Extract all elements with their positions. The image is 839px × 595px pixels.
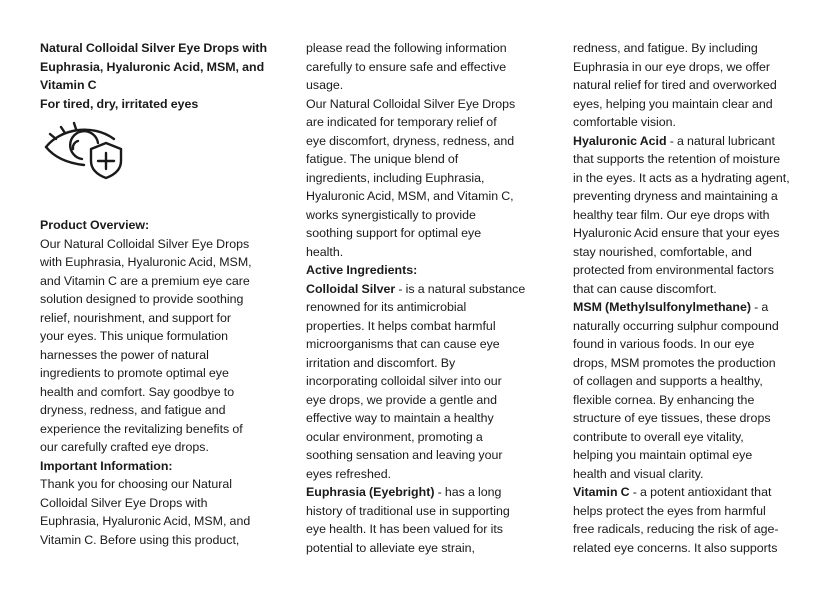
text-line: experience the revitalizing benefits of: [40, 421, 243, 436]
euphrasia-continued-paragraph: [573, 39, 805, 132]
text-line: Vitamin C. Before using this product,: [40, 532, 240, 547]
text-line: Hyaluronic Acid ensure that your eyes: [573, 226, 780, 240]
text-line: flexible cornea. By enhancing the: [573, 392, 755, 407]
section-title-overview: Product Overview:: [40, 218, 150, 232]
text-line: related eye concerns. It also supports: [573, 540, 778, 555]
column-2: [306, 39, 538, 557]
text-line: effective way to maintain a healthy: [306, 411, 494, 425]
text-line: eyes refreshed.: [306, 466, 392, 481]
product-heading: [40, 39, 272, 113]
text-line: structure of eye tissues, these drops: [573, 411, 771, 425]
text-line: that supports the retention of moisture: [573, 152, 781, 166]
text-line: eye health. It has been valued for its: [306, 522, 503, 536]
text-line: ingredients to promote optimal eye: [40, 366, 229, 380]
text-line: Colloidal Silver Eye Drops with: [40, 495, 208, 510]
eye-with-shield-plus-icon: [40, 121, 130, 181]
section-title-active-ingredients: Active Ingredients:: [306, 263, 418, 277]
text-run: - has a long: [434, 485, 502, 499]
text-line: health and visual clarity.: [573, 466, 704, 481]
ingredient-name: Vitamin C: [573, 485, 630, 499]
text-line: ingredients, including Euphrasia,: [306, 170, 485, 185]
heading-line: Natural Colloidal Silver Eye Drops with: [40, 41, 268, 55]
vitamin-c-paragraph: [573, 483, 805, 557]
text-line: contribute to overall eye vitality,: [573, 429, 744, 444]
text-line: Thank you for choosing our Natural: [40, 477, 233, 491]
text-line: free radicals, reducing the risk of age-: [573, 522, 779, 536]
text-run: - a natural lubricant: [666, 133, 775, 148]
text-line: eye discomfort, dryness, redness, and: [306, 133, 515, 148]
text-line: helping you maintain optimal eye: [573, 448, 753, 462]
text-line: natural relief for tired and overworked: [573, 78, 777, 92]
overview-paragraph: [40, 235, 272, 457]
text-line: and Vitamin C are a premium eye care: [40, 273, 250, 288]
text-line: [573, 483, 805, 502]
text-line: our carefully crafted eye drops.: [40, 440, 209, 454]
text-line: Our Natural Colloidal Silver Eye Drops: [40, 236, 250, 251]
text-line: health.: [306, 244, 344, 259]
text-line: dryness, redness, and fatigue and: [40, 403, 226, 417]
text-run: - is a natural substance: [395, 281, 526, 296]
text-line: carefully to ensure safe and effective: [306, 59, 507, 74]
intro-paragraph: [306, 39, 538, 261]
text-line: [573, 298, 805, 317]
text-line: renowned for its antimicrobial: [306, 300, 467, 314]
text-line: [306, 280, 538, 299]
text-line: solution designed to provide soothing: [40, 292, 244, 306]
text-line: redness, and fatigue. By including: [573, 41, 758, 55]
text-run: - a potent antioxidant that: [629, 485, 772, 499]
text-line: history of traditional use in supporting: [306, 503, 510, 518]
section-title-important: Important Information:: [40, 458, 173, 473]
text-line: [306, 483, 538, 502]
colloidal-silver-paragraph: [306, 280, 538, 484]
important-paragraph: [40, 475, 272, 549]
text-line: microorganisms that can cause eye: [306, 337, 500, 351]
text-line: ocular environment, promoting a: [306, 429, 483, 444]
text-line: are indicated for temporary relief of: [306, 115, 497, 129]
text-line: health and comfort. Say goodbye to: [40, 384, 235, 399]
text-line: harnesses the power of natural: [40, 347, 209, 362]
text-line: irritation and discomfort. By: [306, 355, 456, 370]
euphrasia-paragraph: [306, 483, 538, 557]
hyaluronic-acid-paragraph: [573, 132, 805, 299]
text-line: relief, nourishment, and support for: [40, 310, 231, 325]
msm-paragraph: [573, 298, 805, 483]
text-line: in the eyes. It acts as a hydrating agent,: [573, 170, 790, 185]
text-line: stay nourished, comfortable, and: [573, 244, 752, 259]
text-line: fatigue. The unique blend of: [306, 152, 459, 166]
text-line: comfortable vision.: [573, 115, 676, 129]
heading-line: Euphrasia, Hyaluronic Acid, MSM, and: [40, 59, 265, 74]
text-line: incorporating colloidal silver into our: [306, 374, 502, 388]
text-line: eyes, helping you maintain clear and: [573, 96, 773, 111]
text-line: with Euphrasia, Hyaluronic Acid, MSM,: [40, 255, 252, 269]
text-line: soothing sensation and leaving your: [306, 448, 503, 462]
text-line: please read the following information: [306, 41, 507, 55]
ingredient-name: Euphrasia (Eyebright): [306, 485, 435, 499]
text-line: your eyes. This unique formulation: [40, 329, 228, 343]
text-run: - a: [751, 300, 769, 314]
text-line: helps protect the eyes from harmful: [573, 503, 766, 518]
text-line: naturally occurring sulphur compound: [573, 318, 779, 333]
text-line: drops, MSM promotes the production: [573, 355, 776, 370]
text-line: properties. It helps combat harmful: [306, 318, 496, 333]
text-line: soothing support for optimal eye: [306, 226, 482, 240]
text-line: Euphrasia in our eye drops, we offer: [573, 59, 771, 74]
subheading-line: For tired, dry, irritated eyes: [40, 96, 199, 111]
column-1: [40, 39, 272, 549]
text-line: eye drops, we provide a gentle and: [306, 392, 498, 407]
column-3: [573, 39, 805, 557]
text-line: that can cause discomfort.: [573, 281, 717, 296]
text-line: healthy tear film. Our eye drops with: [573, 207, 770, 222]
text-line: Our Natural Colloidal Silver Eye Drops: [306, 96, 516, 111]
text-line: protected from environmental factors: [573, 263, 774, 277]
heading-line: Vitamin C: [40, 78, 97, 92]
text-line: works synergistically to provide: [306, 207, 476, 222]
text-line: Hyaluronic Acid, MSM, and Vitamin C,: [306, 189, 514, 203]
ingredient-name: Hyaluronic Acid: [573, 133, 667, 148]
text-line: [573, 132, 805, 151]
text-line: potential to alleviate eye strain,: [306, 540, 475, 555]
text-line: of collagen and supports a healthy,: [573, 374, 763, 388]
ingredient-name: Colloidal Silver: [306, 281, 396, 296]
text-line: Euphrasia, Hyaluronic Acid, MSM, and: [40, 514, 251, 528]
text-line: usage.: [306, 78, 344, 92]
ingredient-name: MSM (Methylsulfonylmethane): [573, 300, 751, 314]
eye-protection-icon-wrap: [40, 113, 272, 216]
text-line: preventing dryness and maintaining a: [573, 189, 778, 203]
text-line: found in various foods. In our eye: [573, 337, 755, 351]
